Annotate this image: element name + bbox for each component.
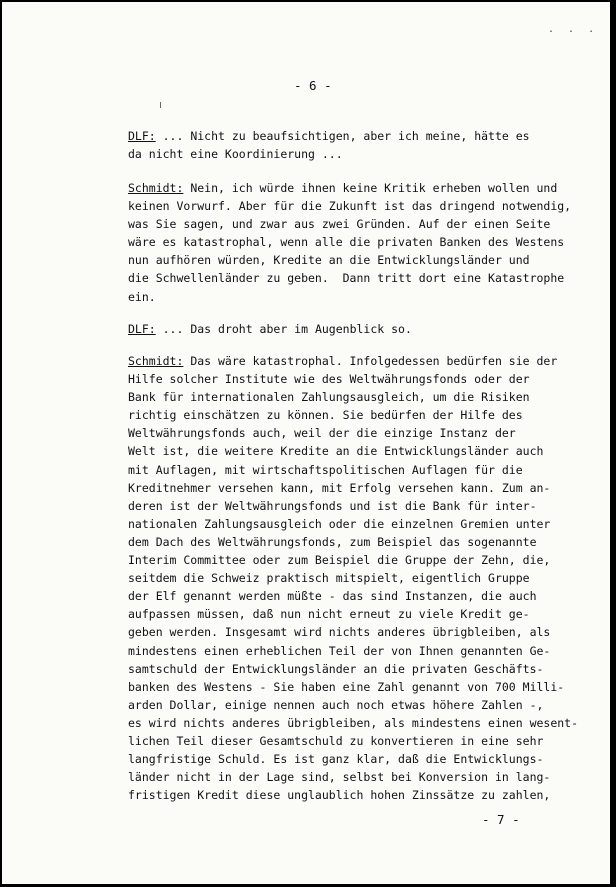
corner-mark: . . . [548,24,599,35]
text-line: Bank für internationalen Zahlungsausgleich, um die Risiken [128,390,530,405]
text-line: Hilfe solcher Institute wie des Weltwährungsfonds oder der [128,372,530,387]
paragraph-schmidt-1 [128,179,583,306]
text-line: keinen Vorwurf. Aber für die Zukunft ist das dringend notwendig, [128,199,572,214]
text-line: lichen Teil dieser Gesamtschuld zu konvertieren in eine sehr [128,733,544,748]
text-line: ... Das droht aber im Augenblick so. [155,322,412,336]
text-line: aufpassen müssen, daß nun nicht erneut zu viele Kredit ge- [128,607,530,622]
text-line: dem Dach des Weltwährungsfonds, zum Beispiel das sogenannte [128,534,537,549]
text-line: arden Dollar, einige nennen auch noch etwas höhere Zahlen -, [128,697,544,712]
paragraph-schmidt-2 [128,352,583,804]
text-line: wäre es katastrophal, wenn alle die privaten Banken des Westens [128,235,565,250]
text-line: Welt ist, die weitere Kredite an die Entwicklungsländer auch [128,444,544,459]
text-line: was Sie sagen, und zwar aus zwei Gründen. Auf der einen Seite [128,217,551,232]
document-page [2,2,610,884]
text-line: langfristige Schuld. Es ist ganz klar, daß die Entwicklungs- [128,752,544,767]
text-line: ein. [128,289,156,304]
text-line: mindestens einen erheblichen Teil der von Ihnen genannten Ge- [128,643,551,658]
text-line: deren ist der Weltwährungsfonds und ist die Bank für inter- [128,498,537,513]
text-line: banken des Westens - Sie haben eine Zahl genannt von 700 Milli- [128,679,565,694]
text-line: richtig einschätzen zu können. Sie bedürfen der Hilfe des [128,408,523,423]
text-line: die Schwellenländer zu geben. Dann tritt dort eine Katastrophe [128,271,565,286]
text-line: nun aufhören würden, Kredite an die Entwicklungsländer und [128,253,530,268]
page-number: - 6 - [294,78,332,93]
text-line: der Elf genannt werden müßte - das sind Instanzen, die auch [128,589,537,604]
speaker-label: DLF: [128,322,156,336]
text-line: mit Auflagen, mit wirtschaftspolitischen Auflagen für die [128,462,523,477]
text-line: samtschuld der Entwicklungsländer an die privaten Geschäfts- [128,661,544,676]
text-line: Das wäre katastrophal. Infolgedessen bedürfen sie der [183,354,558,368]
text-line: Interim Committee oder zum Beispiel die Gruppe der Zehn, die, [128,553,551,568]
text-line: länder nicht in der Lage sind, selbst bei Konversion in lang- [128,770,551,785]
text-line: fristigen Kredit diese unglaublich hohen Zinssätze zu zahlen, [128,788,551,803]
text-line: nationalen Zahlungsausgleich oder die einzelnen Gremien unter [128,516,551,531]
paragraph-dlf-2 [128,320,583,338]
text-line: da nicht eine Koordinierung ... [128,147,343,162]
next-page-marker: - 7 - [482,812,520,827]
margin-tick [160,102,161,108]
speaker-label: Schmidt: [128,181,184,195]
text-line: Nein, ich würde ihnen keine Kritik erheben wollen und [183,181,558,195]
text-line: seitdem die Schweiz praktisch mitspielt, eigentlich Gruppe [128,571,530,586]
text-line: Weltwährungsfonds auch, weil der die einzige Instanz der [128,426,516,441]
speaker-label: Schmidt: [128,354,184,368]
text-line: geben werden. Insgesamt wird nichts anderes übrigbleiben, als [128,625,551,640]
paragraph-dlf-1 [128,127,583,163]
text-line: es wird nichts anderes übrigbleiben, als mindestens einen wesent- [128,715,579,730]
text-line: Kreditnehmer versehen kann, mit Erfolg versehen kann. Zum an- [128,480,551,495]
text-line: ... Nicht zu beaufsichtigen, aber ich meine, hätte es [155,129,530,143]
speaker-label: DLF: [128,129,156,143]
